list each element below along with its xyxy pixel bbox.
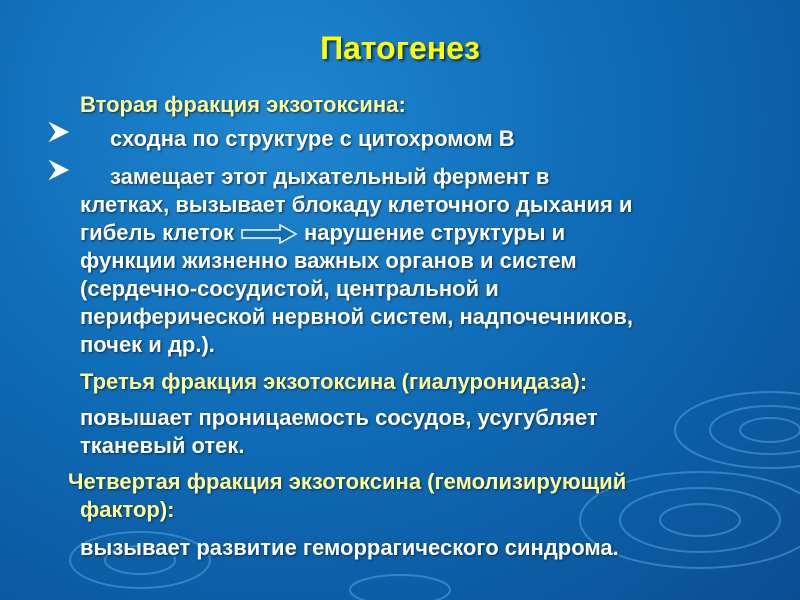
bullet-2-line-1: замещает этот дыхательный фермент в xyxy=(110,164,550,189)
text-4: вызывает развитие геморрагического синдрома. xyxy=(80,535,619,560)
bullet-2-line-3 xyxy=(80,218,565,247)
heading-fourth-fraction-line-1: Четвертая фракция экзотоксина (гемолизирующий xyxy=(68,469,627,494)
right-arrow-icon xyxy=(240,224,298,244)
slide-title: Патогенез xyxy=(320,30,480,66)
bullet-2-line-5: (сердечно-сосудистой, центральной и xyxy=(80,276,499,301)
heading-third-fraction: Третья фракция экзотоксина (гиалуронидаза): xyxy=(80,369,588,394)
bullet-1-text: сходна по структуре с цитохромом В xyxy=(110,126,515,151)
bullet-2-line-7: почек и др.). xyxy=(80,332,215,357)
text-3-line-2: тканевый отек. xyxy=(80,433,245,458)
bullet-2-text-structure-damage: нарушение структуры и xyxy=(303,220,566,245)
text-3-line-1: повышает проницаемость сосудов, усугубляет xyxy=(80,405,598,430)
bullet-2-line-4: функции жизненно важных органов и систем xyxy=(80,248,577,273)
arrowhead-bullet-icon xyxy=(48,121,70,143)
bullet-2-line-2: клетках, вызывает блокаду клеточного дыхания и xyxy=(80,192,633,217)
heading-fourth-fraction-line-2: фактор): xyxy=(80,497,175,522)
arrowhead-bullet-icon xyxy=(48,159,70,181)
heading-second-fraction: Вторая фракция экзотоксина: xyxy=(80,92,406,117)
bullet-2-text-cells-death: гибель клеток xyxy=(80,220,234,245)
bullet-2-line-6: периферической нервной систем, надпочечников, xyxy=(80,304,633,329)
